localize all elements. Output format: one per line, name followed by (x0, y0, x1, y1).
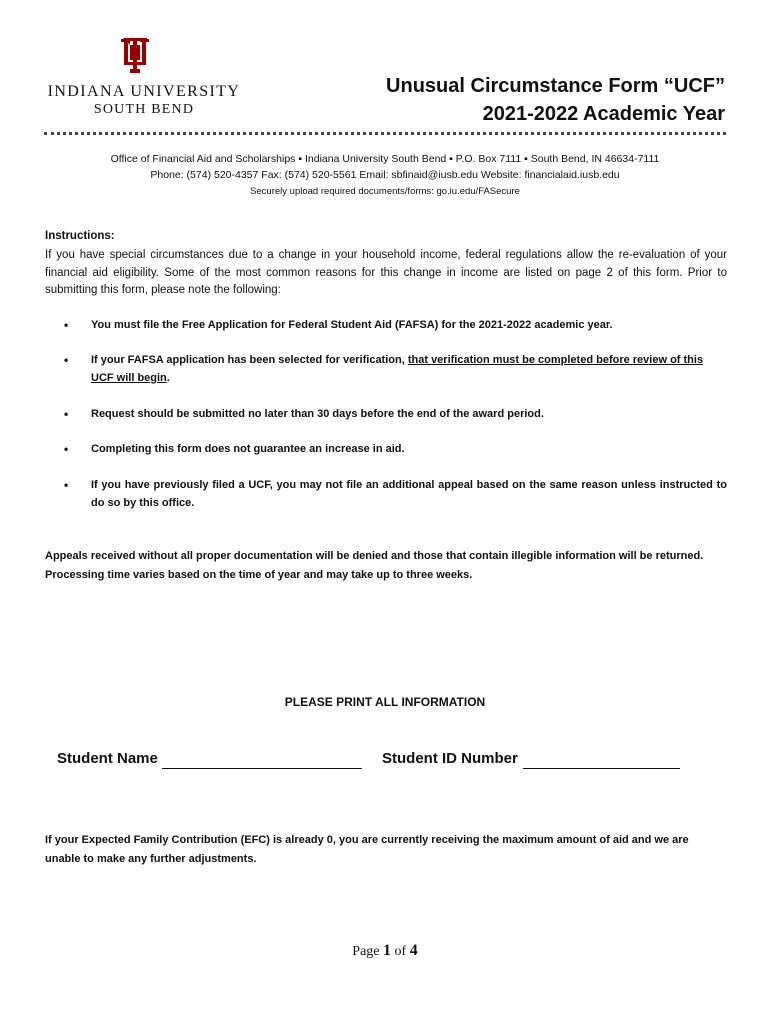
bullet-icon: • (64, 407, 69, 421)
office-address: Office of Financial Aid and Scholarships ▪ Indiana University South Bend ▪ P.O. Box 7111 ▪ South Bend, IN 46634-7111 (110, 153, 660, 165)
page-number: Page 1 of 4 (352, 942, 418, 959)
bullet-item-fafsa: You must file the Free Application for Federal Student Aid (FAFSA) for the 2021-2022 academic year. (91, 319, 613, 331)
student-id-field[interactable] (523, 768, 680, 769)
campus-name: SOUTH BEND (93, 102, 195, 117)
bullet-item-verification: If your FAFSA application has been selected for verification, that verification must be completed before review of this UCF will begin. (91, 354, 704, 384)
student-id-label: Student ID Number (382, 750, 518, 767)
academic-year: 2021-2022 Academic Year (482, 103, 725, 125)
upload-notice: Securely upload required documents/forms: go.iu.edu/FASecure (250, 186, 520, 197)
bullet-item-previous-ucf: If you have previously filed a UCF, you may not file an additional appeal based on the same reason unless instructed to do so by this office. (91, 479, 727, 509)
student-name-label: Student Name (57, 750, 158, 767)
form-title: Unusual Circumstance Form “UCF” (386, 75, 725, 97)
appeals-note: Appeals received without all proper documentation will be denied and those that contain illegible information will be returned. Processing time varies based on the time of year and may take up to three weeks. (45, 550, 704, 581)
office-contact: Phone: (574) 520-4357 Fax: (574) 520-5561 Email: sbfinaid@iusb.edu Website: financialaid.iusb.edu (150, 169, 620, 181)
bullet-item-no-guarantee: Completing this form does not guarantee an increase in aid. (91, 443, 405, 455)
bullet-item-deadline: Request should be submitted no later than 30 days before the end of the award period. (91, 408, 544, 420)
instructions-paragraph: If you have special circumstances due to a change in your household income, federal regulations allow the re-evaluation of your financial aid eligibility. Some of the most common reasons for this change in income are listed on page 2 of this form. Prior to submitting this form, please note the following: (45, 249, 727, 296)
print-notice: PLEASE PRINT ALL INFORMATION (284, 695, 486, 709)
iu-trident-logo-icon (118, 36, 152, 74)
bullet-icon: • (64, 478, 69, 492)
university-name: INDIANA UNIVERSITY (47, 83, 241, 100)
dotted-divider (44, 132, 726, 135)
instructions-heading: Instructions: (45, 230, 115, 242)
student-name-field[interactable] (162, 768, 362, 769)
efc-note: If your Expected Family Contribution (EFC) is already 0, you are currently receiving the maximum amount of aid and we are unable to make any further adjustments. (45, 834, 689, 865)
bullet-icon: • (64, 353, 69, 367)
bullet-icon: • (64, 442, 69, 456)
bullet-icon: • (64, 318, 69, 332)
